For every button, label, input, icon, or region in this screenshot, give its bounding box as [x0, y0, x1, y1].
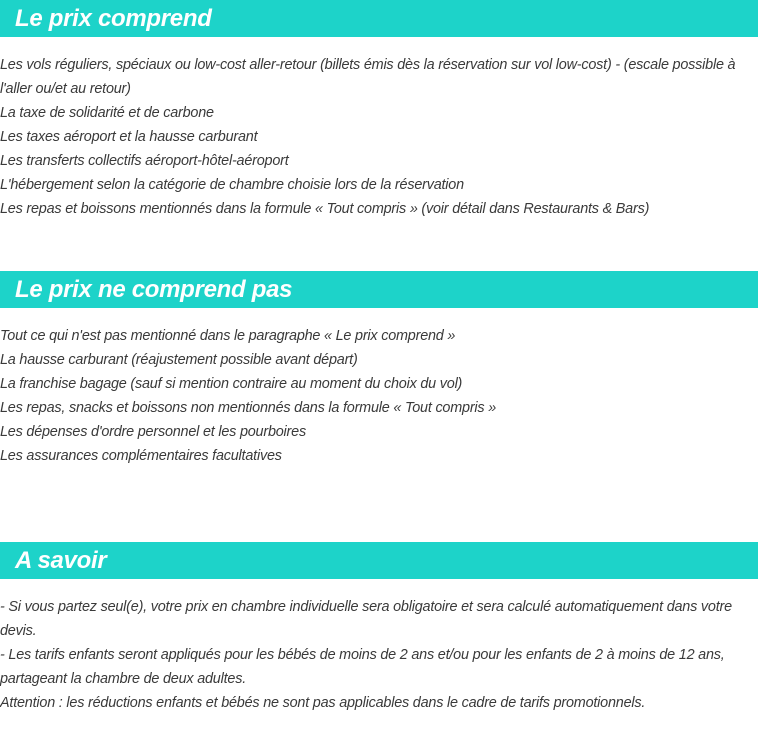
excluded-item: Les repas, snacks et boissons non mentionnés dans la formule « Tout compris »	[0, 400, 497, 416]
included-item: L'hébergement selon la catégorie de chambre choisie lors de la réservation	[0, 177, 464, 193]
included-section-header	[0, 0, 758, 37]
included-item: La taxe de solidarité et de carbone	[0, 105, 214, 121]
included-item: Les transferts collectifs aéroport-hôtel-aéroport	[0, 153, 289, 169]
excluded-item: La hausse carburant (réajustement possible avant départ)	[0, 352, 358, 368]
excluded-item: Les assurances complémentaires facultatives	[0, 448, 282, 464]
notes-title: A savoir	[15, 547, 107, 574]
included-title: Le prix comprend	[15, 5, 212, 32]
note-item: - Si vous partez seul(e), votre prix en chambre individuelle sera obligatoire et sera calculé automatiquement dans votre devis.	[0, 599, 732, 639]
note-item: - Les tarifs enfants seront appliqués pour les bébés de moins de 2 ans et/ou pour les enfants de 2 à moins de 12 ans, partageant la chambre de deux adultes.	[0, 647, 725, 687]
included-list	[0, 53, 752, 221]
included-item: Les taxes aéroport et la hausse carburant	[0, 129, 258, 145]
excluded-item: La franchise bagage (sauf si mention contraire au moment du choix du vol)	[0, 376, 463, 392]
excluded-list	[0, 324, 752, 468]
excluded-section-header	[0, 271, 758, 308]
notes-section-header	[0, 542, 758, 579]
note-item: Attention : les réductions enfants et bébés ne sont pas applicables dans le cadre de tarifs promotionnels.	[0, 695, 646, 711]
excluded-title: Le prix ne comprend pas	[15, 276, 293, 303]
excluded-item: Tout ce qui n'est pas mentionné dans le paragraphe « Le prix comprend »	[0, 328, 456, 344]
included-item: Les vols réguliers, spéciaux ou low-cost aller-retour (billets émis dès la réservation sur vol low-cost) - (escale possible à l'aller ou/et au retour)	[0, 57, 736, 97]
included-item: Les repas et boissons mentionnés dans la formule « Tout compris » (voir détail dans Restaurants & Bars)	[0, 201, 650, 217]
excluded-item: Les dépenses d'ordre personnel et les pourboires	[0, 424, 306, 440]
notes-list	[0, 595, 752, 715]
